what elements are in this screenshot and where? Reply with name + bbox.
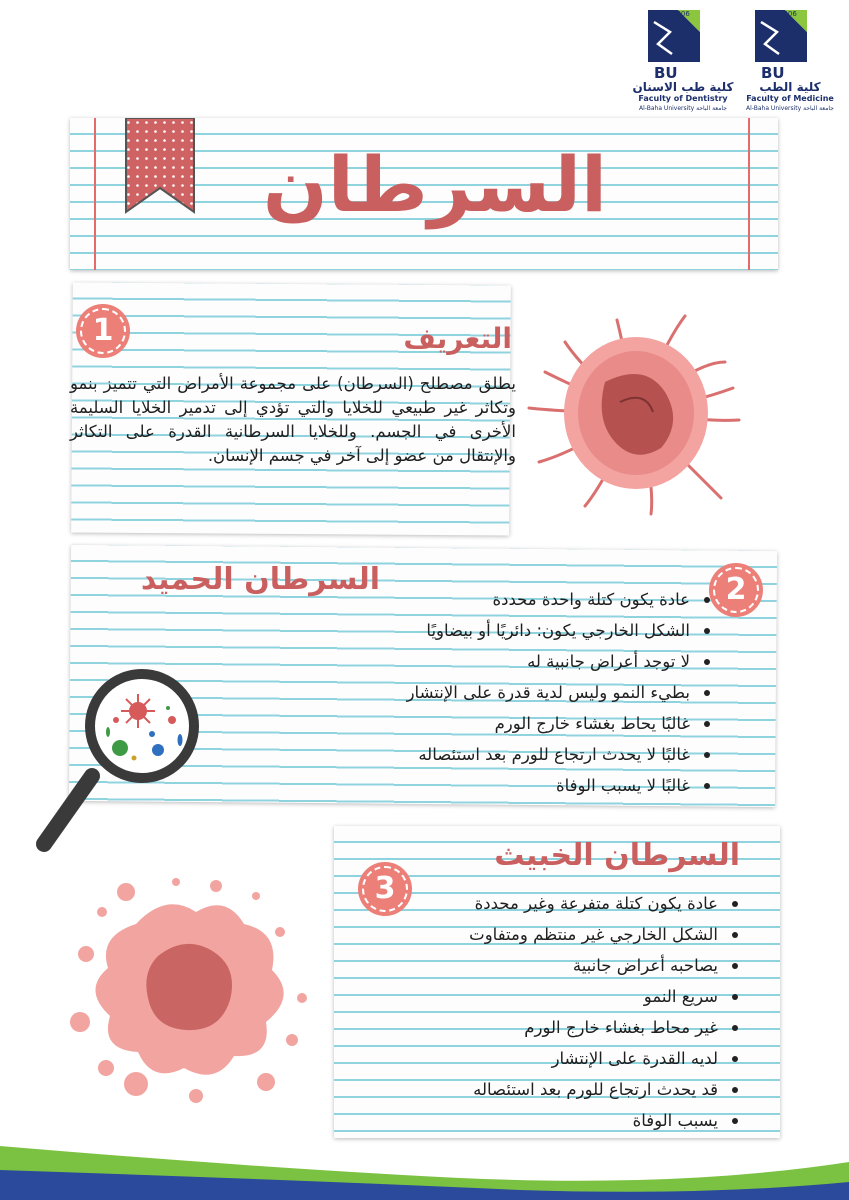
logo-english-name: Faculty of Dentistry: [638, 94, 728, 103]
list-item: غير محاط بغشاء خارج الورم: [360, 1012, 740, 1043]
definition-heading: التعريف: [403, 322, 512, 355]
logo-arabic-name: كلية طب الاسنان: [632, 80, 734, 94]
logo-abbr: BU: [761, 64, 785, 82]
benign-list: [340, 584, 712, 801]
malignant-list: [360, 888, 740, 1136]
section-number-badge: 3: [358, 862, 412, 916]
list-item: الشكل الخارجي يكون: دائريًا أو بيضاويًا: [340, 615, 712, 646]
margin-line: [94, 118, 96, 270]
list-item: عادة يكون كتلة متفرعة وغير محددة: [360, 888, 740, 919]
logo-year: 2006: [779, 10, 797, 18]
logo-university-name: Al-Baha University جامعة الباحة: [746, 105, 834, 112]
list-item: عادة يكون كتلة واحدة محددة: [340, 584, 712, 615]
logo-english-name: Faculty of Medicine: [746, 94, 834, 103]
list-item: غالبًا لا يسبب الوفاة: [340, 770, 712, 801]
malignant-tumor-blob-icon: [66, 872, 316, 1104]
logo-year: 2006: [672, 10, 690, 18]
logo-abbr: BU: [654, 64, 678, 82]
cancer-cell-icon: [525, 302, 747, 524]
page-title: السرطان: [262, 140, 608, 229]
benign-heading: السرطان الحميد: [140, 562, 380, 597]
list-item: قد يحدث ارتجاع للورم بعد استئصاله: [360, 1074, 740, 1105]
list-item: بطيء النمو وليس لدية قدرة على الإنتشار: [340, 677, 712, 708]
list-item: يصاحبه أعراض جانبية: [360, 950, 740, 981]
footer-wave-decoration: [0, 1118, 849, 1200]
definition-text: يطلق مصطلح (السرطان) على مجموعة الأمراض التي تتميز بنمو وتكاثر غير طبيعي للخلايا والتي تؤدي إلى تدمير الخلايا السليمة الأخرى في الجسم. وللخلايا السرطانية القدرة على التكاثر والإنتقال من عضو إلى آخر في جسم الإنسان.: [70, 374, 516, 465]
list-item: لا توجد أعراض جانبية له: [340, 646, 712, 677]
list-item: يسبب الوفاة: [360, 1105, 740, 1136]
list-item: سريع النمو: [360, 981, 740, 1012]
section-number-badge: 2: [709, 563, 763, 617]
margin-line: [748, 118, 750, 270]
faculty-of-dentistry-logo: [624, 10, 742, 120]
faculty-of-medicine-logo: [731, 10, 849, 120]
logo-university-name: Al-Baha University جامعة الباحة: [639, 105, 727, 112]
list-item: غالبًا يحاط بغشاء خارج الورم: [340, 708, 712, 739]
magnifying-glass-icon: [30, 668, 205, 858]
list-item: غالبًا لا يحدث ارتجاع للورم بعد استئصاله: [340, 739, 712, 770]
list-item: لديه القدرة على الإنتشار: [360, 1043, 740, 1074]
list-item: الشكل الخارجي غير منتظم ومتفاوت: [360, 919, 740, 950]
logo-arabic-name: كلية الطب: [759, 80, 821, 94]
section-number-badge: 1: [76, 304, 130, 358]
malignant-heading: السرطان الخبيث: [494, 838, 740, 873]
